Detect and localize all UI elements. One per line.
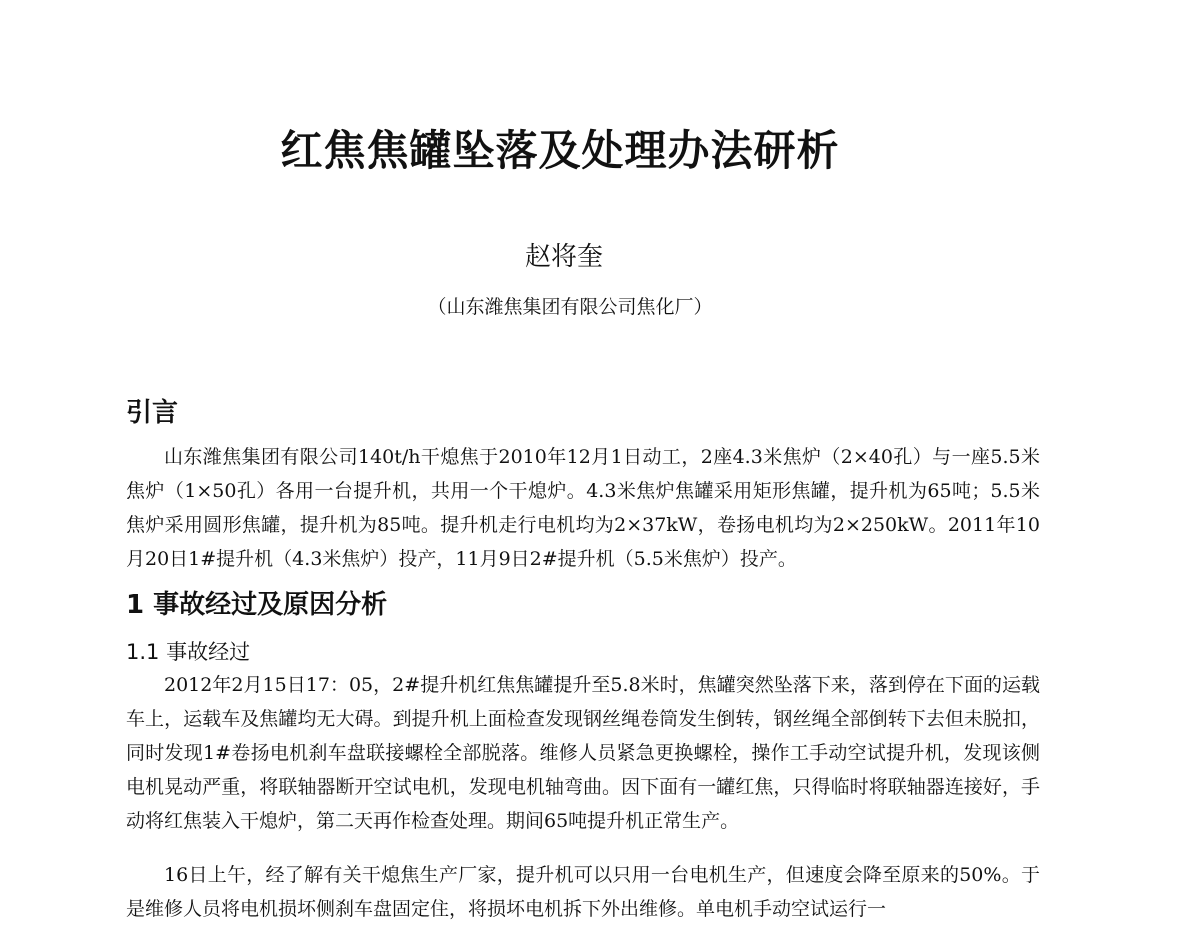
subsection-heading-accident-process: 1.1 事故经过 (126, 640, 251, 664)
accident-process-paragraph-1: 2012年2月15日17：05，2#提升机红焦焦罐提升至5.8米时，焦罐突然坠落下来，落到停在下面的运载车上，运载车及焦罐均无大碍。到提升机上面检查发现钢丝绳卷筒发生倒转，钢丝绳全部倒转下去但未脱扣，同时发现1#卷扬电机刹车盘联接螺栓全部脱落。维修人员紧急更换螺栓，操作工手动空试提升机，发现该侧电机晃动严重，将联轴器断开空试电机，发现电机轴弯曲。因下面有一罐红焦，只得临时将联轴器连接好，手动将红焦装入干熄炉，第二天再作检查处理。期间65吨提升机正常生产。 (126, 674, 1040, 832)
author-name: 赵将奎 (524, 242, 603, 272)
section-heading-introduction: 引言 (126, 398, 179, 428)
author-affiliation: （山东潍焦集团有限公司焦化厂） (427, 296, 713, 318)
paper-title: 红焦焦罐坠落及处理办法研析 (280, 126, 840, 175)
section-heading-accident-analysis: 1 事故经过及原因分析 (126, 590, 388, 620)
introduction-paragraph: 山东潍焦集团有限公司140t/h干熄焦于2010年12月1日动工，2座4.3米焦炉（2×40孔）与一座5.5米焦炉（1×50孔）各用一台提升机，共用一个干熄炉。4.3米焦炉焦罐采用矩形焦罐，提升机为65吨；5.5米焦炉采用圆形焦罐，提升机为85吨。提升机走行电机均为2×37kW，卷扬电机均为2×250kW。2011年10月20日1#提升机（4.3米焦炉）投产，11月9日2#提升机（5.5米焦炉）投产。 (126, 446, 1040, 570)
accident-process-paragraph-2: 16日上午，经了解有关干熄焦生产厂家，提升机可以只用一台电机生产，但速度会降至原来的50%。于是维修人员将电机损坏侧刹车盘固定住，将损坏电机拆下外出维修。单电机手动空试运行一 (126, 864, 1040, 920)
